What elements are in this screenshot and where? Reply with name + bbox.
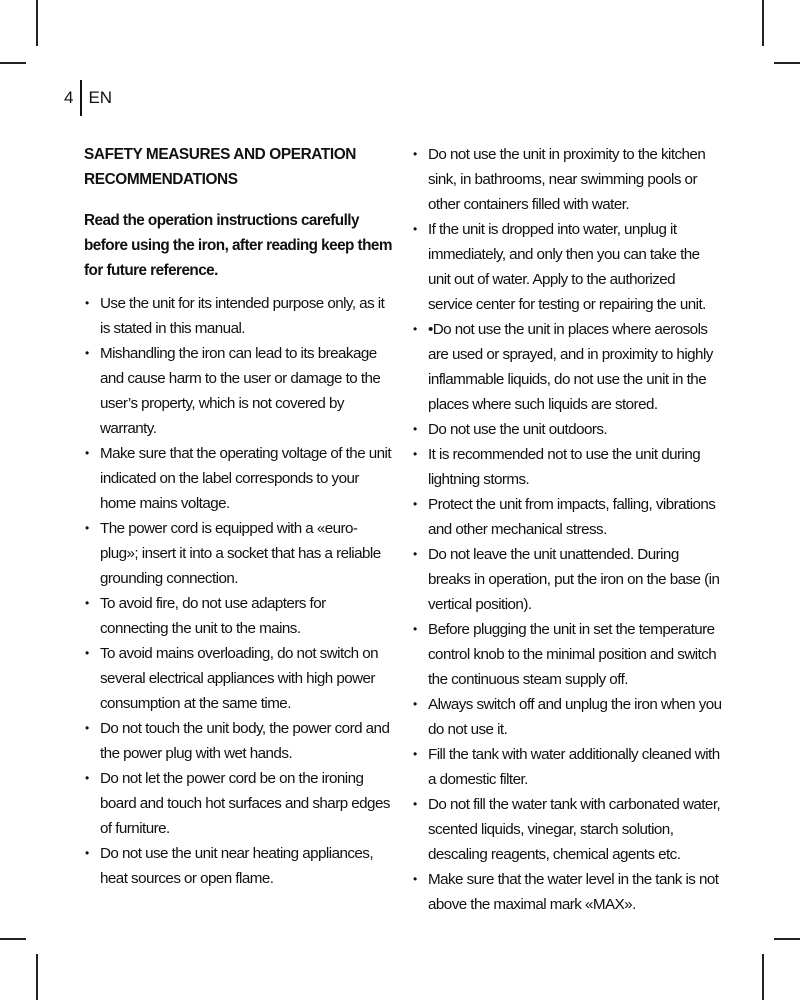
page-header [64, 80, 112, 116]
list-item-text: To avoid fire, do not use adapters for connecting the unit to the mains. [100, 595, 326, 637]
list-item [84, 841, 394, 891]
bullet-icon: • [413, 497, 417, 511]
bullet-icon: • [413, 447, 417, 461]
crop-mark-bottom-left-vertical [36, 954, 38, 1000]
list-item-text: Use the unit for its intended purpose only, as it is stated in this manual. [100, 295, 385, 337]
list-item-text: Do not use the unit outdoors. [428, 421, 608, 438]
list-item [412, 492, 722, 542]
bullet-icon: • [413, 422, 417, 436]
list-item [84, 291, 394, 341]
page-number: 4 [64, 88, 74, 107]
bullet-icon: • [413, 622, 417, 636]
bullet-icon: • [85, 646, 89, 660]
bullet-icon: • [85, 346, 89, 360]
list-item-text: It is recommended not to use the unit during lightning storms. [428, 446, 701, 488]
list-item-text: Do not fill the water tank with carbonated water, scented liquids, vinegar, starch solution, descaling reagents, chemical agents etc. [428, 796, 721, 863]
header-divider [80, 80, 82, 116]
bullet-icon: • [85, 846, 89, 860]
left-column [84, 142, 394, 891]
list-item-text: Do not touch the unit body, the power cord and the power plug with wet hands. [100, 720, 390, 762]
bullet-icon: • [413, 872, 417, 886]
list-item [412, 617, 722, 692]
list-item [84, 441, 394, 516]
list-item-text: Do not use the unit near heating appliances, heat sources or open flame. [100, 845, 374, 887]
crop-mark-bottom-right-horizontal [774, 938, 800, 940]
list-item [412, 417, 722, 442]
crop-mark-top-left-vertical [36, 0, 38, 46]
right-column [412, 142, 722, 917]
list-item [412, 142, 722, 217]
list-item-text: Do not use the unit in proximity to the kitchen sink, in bathrooms, near swimming pools or other containers filled with water. [428, 146, 706, 213]
list-item [84, 341, 394, 441]
list-item-text: •Do not use the unit in places where aerosols are used or sprayed, and in proximity to highly inflammable liquids, do not use the unit in the places where such liquids are stored. [428, 321, 713, 413]
bullet-icon: • [85, 596, 89, 610]
list-item [412, 742, 722, 792]
bullet-icon: • [85, 521, 89, 535]
bullet-icon: • [413, 797, 417, 811]
list-item [84, 516, 394, 591]
list-item [84, 766, 394, 841]
list-item-text: Mishandling the iron can lead to its breakage and cause harm to the user or damage to the user’s property, which is not covered by warranty. [100, 345, 381, 437]
bullet-icon: • [413, 747, 417, 761]
list-item [412, 867, 722, 917]
crop-mark-top-right-horizontal [774, 62, 800, 64]
bullet-icon: • [413, 547, 417, 561]
bullet-icon: • [85, 446, 89, 460]
crop-mark-bottom-left-horizontal [0, 938, 26, 940]
list-item-text: Always switch off and unplug the iron when you do not use it. [428, 696, 722, 738]
bullet-icon: • [413, 147, 417, 161]
list-item [412, 317, 722, 417]
list-item [412, 792, 722, 867]
crop-mark-top-left-horizontal [0, 62, 26, 64]
crop-mark-top-right-vertical [762, 0, 764, 46]
intro-paragraph: Read the operation instructions carefully before using the iron, after reading keep them for future reference. [84, 212, 392, 279]
list-item [412, 692, 722, 742]
list-item-text: The power cord is equipped with a «euro-plug»; insert it into a socket that has a reliable grounding connection. [100, 520, 381, 587]
bullet-icon: • [413, 222, 417, 236]
list-item [84, 716, 394, 766]
bullet-icon: • [85, 771, 89, 785]
list-item-text: Make sure that the operating voltage of the unit indicated on the label corresponds to your home mains voltage. [100, 445, 392, 512]
section-title: SAFETY MEASURES AND OPERATION RECOMMENDATIONS [84, 146, 357, 188]
list-item-text: If the unit is dropped into water, unplug it immediately, and only then you can take the unit out of water. Apply to the authorized service center for testing or repairing the unit. [428, 221, 706, 313]
list-item [412, 217, 722, 317]
list-item [84, 641, 394, 716]
list-item [84, 591, 394, 641]
list-item-text: Fill the tank with water additionally cleaned with a domestic filter. [428, 746, 720, 788]
bullet-icon: • [413, 697, 417, 711]
list-item-text: Do not leave the unit unattended. During breaks in operation, put the iron on the base (in vertical position). [428, 546, 720, 613]
list-item-text: Before plugging the unit in set the temperature control knob to the minimal position and switch the continuous steam supply off. [428, 621, 717, 688]
bullet-icon: • [85, 296, 89, 310]
right-bullet-list [412, 142, 722, 917]
list-item-text: Do not let the power cord be on the ironing board and touch hot surfaces and sharp edges of furniture. [100, 770, 390, 837]
list-item-text: Make sure that the water level in the tank is not above the maximal mark «MAX». [428, 871, 719, 913]
list-item-text: To avoid mains overloading, do not switch on several electrical appliances with high power consumption at the same time. [100, 645, 379, 712]
left-bullet-list [84, 291, 394, 891]
crop-mark-bottom-right-vertical [762, 954, 764, 1000]
language-code: EN [88, 88, 113, 107]
list-item-text: Protect the unit from impacts, falling, vibrations and other mechanical stress. [428, 496, 716, 538]
list-item [412, 442, 722, 492]
bullet-icon: • [413, 322, 417, 336]
bullet-icon: • [85, 721, 89, 735]
list-item [412, 542, 722, 617]
